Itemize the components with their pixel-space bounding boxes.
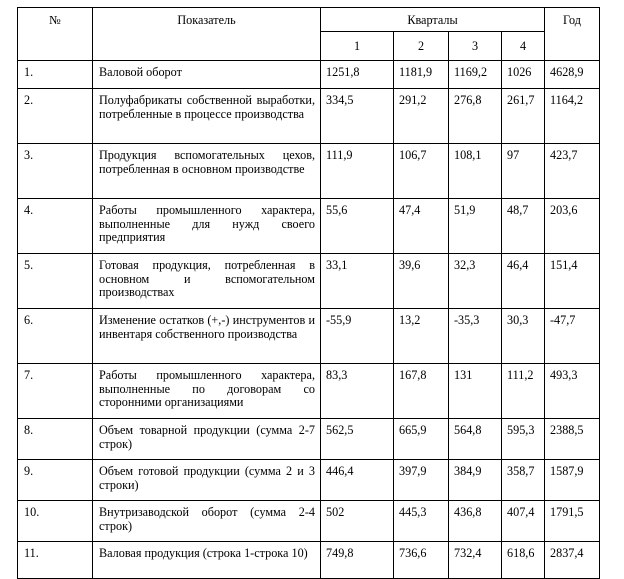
row-year: 1791,5 bbox=[545, 501, 600, 542]
row-indicator: Полуфабрикаты собственной выработки, потребленные в процессе производства bbox=[93, 89, 321, 144]
row-indicator: Работы промышленного характера, выполненные для нужд своего предприятия bbox=[93, 199, 321, 254]
row-number: 2. bbox=[18, 89, 93, 144]
table-row bbox=[18, 501, 600, 542]
header-quarter-2: 2 bbox=[394, 32, 449, 61]
row-q4: 261,7 bbox=[502, 89, 545, 144]
row-q2: 106,7 bbox=[394, 144, 449, 199]
table-row bbox=[18, 419, 600, 460]
row-q3: 732,4 bbox=[449, 542, 502, 579]
row-year: 2388,5 bbox=[545, 419, 600, 460]
row-number: 1. bbox=[18, 61, 93, 89]
row-indicator: Продукция вспомогательных цехов, потребленная в основном производстве bbox=[93, 144, 321, 199]
row-q4: 48,7 bbox=[502, 199, 545, 254]
row-indicator: Изменение остатков (+,-) инструментов и инвентаря собственного производства bbox=[93, 309, 321, 364]
row-indicator: Внутризаводской оборот (сумма 2-4 строк) bbox=[93, 501, 321, 542]
row-q3: 108,1 bbox=[449, 144, 502, 199]
row-year: 1164,2 bbox=[545, 89, 600, 144]
row-q4: 111,2 bbox=[502, 364, 545, 419]
row-q3: 131 bbox=[449, 364, 502, 419]
header-quarter-4: 4 bbox=[502, 32, 545, 61]
header-quarter-1: 1 bbox=[321, 32, 394, 61]
row-number: 7. bbox=[18, 364, 93, 419]
row-number: 5. bbox=[18, 254, 93, 309]
row-q1: 33,1 bbox=[321, 254, 394, 309]
row-q2: 13,2 bbox=[394, 309, 449, 364]
row-q1: 111,9 bbox=[321, 144, 394, 199]
header-quarters: Кварталы bbox=[321, 8, 545, 32]
row-number: 9. bbox=[18, 460, 93, 501]
row-q1: 749,8 bbox=[321, 542, 394, 579]
row-q1: 334,5 bbox=[321, 89, 394, 144]
row-q4: 595,3 bbox=[502, 419, 545, 460]
row-number: 11. bbox=[18, 542, 93, 579]
table-row bbox=[18, 460, 600, 501]
row-q2: 445,3 bbox=[394, 501, 449, 542]
row-q2: 397,9 bbox=[394, 460, 449, 501]
header-quarter-3: 3 bbox=[449, 32, 502, 61]
row-q3: 384,9 bbox=[449, 460, 502, 501]
row-year: 151,4 bbox=[545, 254, 600, 309]
table-row bbox=[18, 254, 600, 309]
row-q1: 446,4 bbox=[321, 460, 394, 501]
row-q1: 83,3 bbox=[321, 364, 394, 419]
row-q4: 618,6 bbox=[502, 542, 545, 579]
row-q3: -35,3 bbox=[449, 309, 502, 364]
table-row bbox=[18, 144, 600, 199]
row-indicator: Объем товарной продукции (сумма 2-7 строк) bbox=[93, 419, 321, 460]
table-row bbox=[18, 364, 600, 419]
row-q3: 436,8 bbox=[449, 501, 502, 542]
row-number: 10. bbox=[18, 501, 93, 542]
row-q2: 291,2 bbox=[394, 89, 449, 144]
row-q2: 167,8 bbox=[394, 364, 449, 419]
row-number: 3. bbox=[18, 144, 93, 199]
row-number: 4. bbox=[18, 199, 93, 254]
row-year: 203,6 bbox=[545, 199, 600, 254]
row-q3: 32,3 bbox=[449, 254, 502, 309]
row-q2: 665,9 bbox=[394, 419, 449, 460]
row-q4: 97 bbox=[502, 144, 545, 199]
row-q2: 47,4 bbox=[394, 199, 449, 254]
header-number: № bbox=[18, 8, 93, 61]
row-indicator: Валовой оборот bbox=[93, 61, 321, 89]
row-q3: 276,8 bbox=[449, 89, 502, 144]
row-year: 493,3 bbox=[545, 364, 600, 419]
header-indicator: Показатель bbox=[93, 8, 321, 61]
row-number: 6. bbox=[18, 309, 93, 364]
row-q3: 1169,2 bbox=[449, 61, 502, 89]
row-q2: 736,6 bbox=[394, 542, 449, 579]
row-indicator: Объем готовой продукции (сумма 2 и 3 строки) bbox=[93, 460, 321, 501]
row-indicator: Работы промышленного характера, выполненные по договорам со сторонними организациями bbox=[93, 364, 321, 419]
row-year: 423,7 bbox=[545, 144, 600, 199]
production-table bbox=[17, 7, 600, 579]
row-q4: 1026 bbox=[502, 61, 545, 89]
table-row bbox=[18, 61, 600, 89]
row-q4: 30,3 bbox=[502, 309, 545, 364]
row-q4: 358,7 bbox=[502, 460, 545, 501]
row-q3: 564,8 bbox=[449, 419, 502, 460]
row-indicator: Готовая продукция, потребленная в основном и вспомогательном производствах bbox=[93, 254, 321, 309]
row-q1: 55,6 bbox=[321, 199, 394, 254]
row-q2: 1181,9 bbox=[394, 61, 449, 89]
row-q3: 51,9 bbox=[449, 199, 502, 254]
row-number: 8. bbox=[18, 419, 93, 460]
row-q4: 46,4 bbox=[502, 254, 545, 309]
table-row bbox=[18, 199, 600, 254]
row-q2: 39,6 bbox=[394, 254, 449, 309]
row-year: 4628,9 bbox=[545, 61, 600, 89]
table-row bbox=[18, 542, 600, 579]
row-q1: 502 bbox=[321, 501, 394, 542]
row-year: 2837,4 bbox=[545, 542, 600, 579]
table-row bbox=[18, 89, 600, 144]
row-q1: 562,5 bbox=[321, 419, 394, 460]
row-year: -47,7 bbox=[545, 309, 600, 364]
row-q1: -55,9 bbox=[321, 309, 394, 364]
table-row bbox=[18, 309, 600, 364]
header-year: Год bbox=[545, 8, 600, 61]
row-indicator: Валовая продукция (строка 1-строка 10) bbox=[93, 542, 321, 579]
row-q4: 407,4 bbox=[502, 501, 545, 542]
row-year: 1587,9 bbox=[545, 460, 600, 501]
row-q1: 1251,8 bbox=[321, 61, 394, 89]
